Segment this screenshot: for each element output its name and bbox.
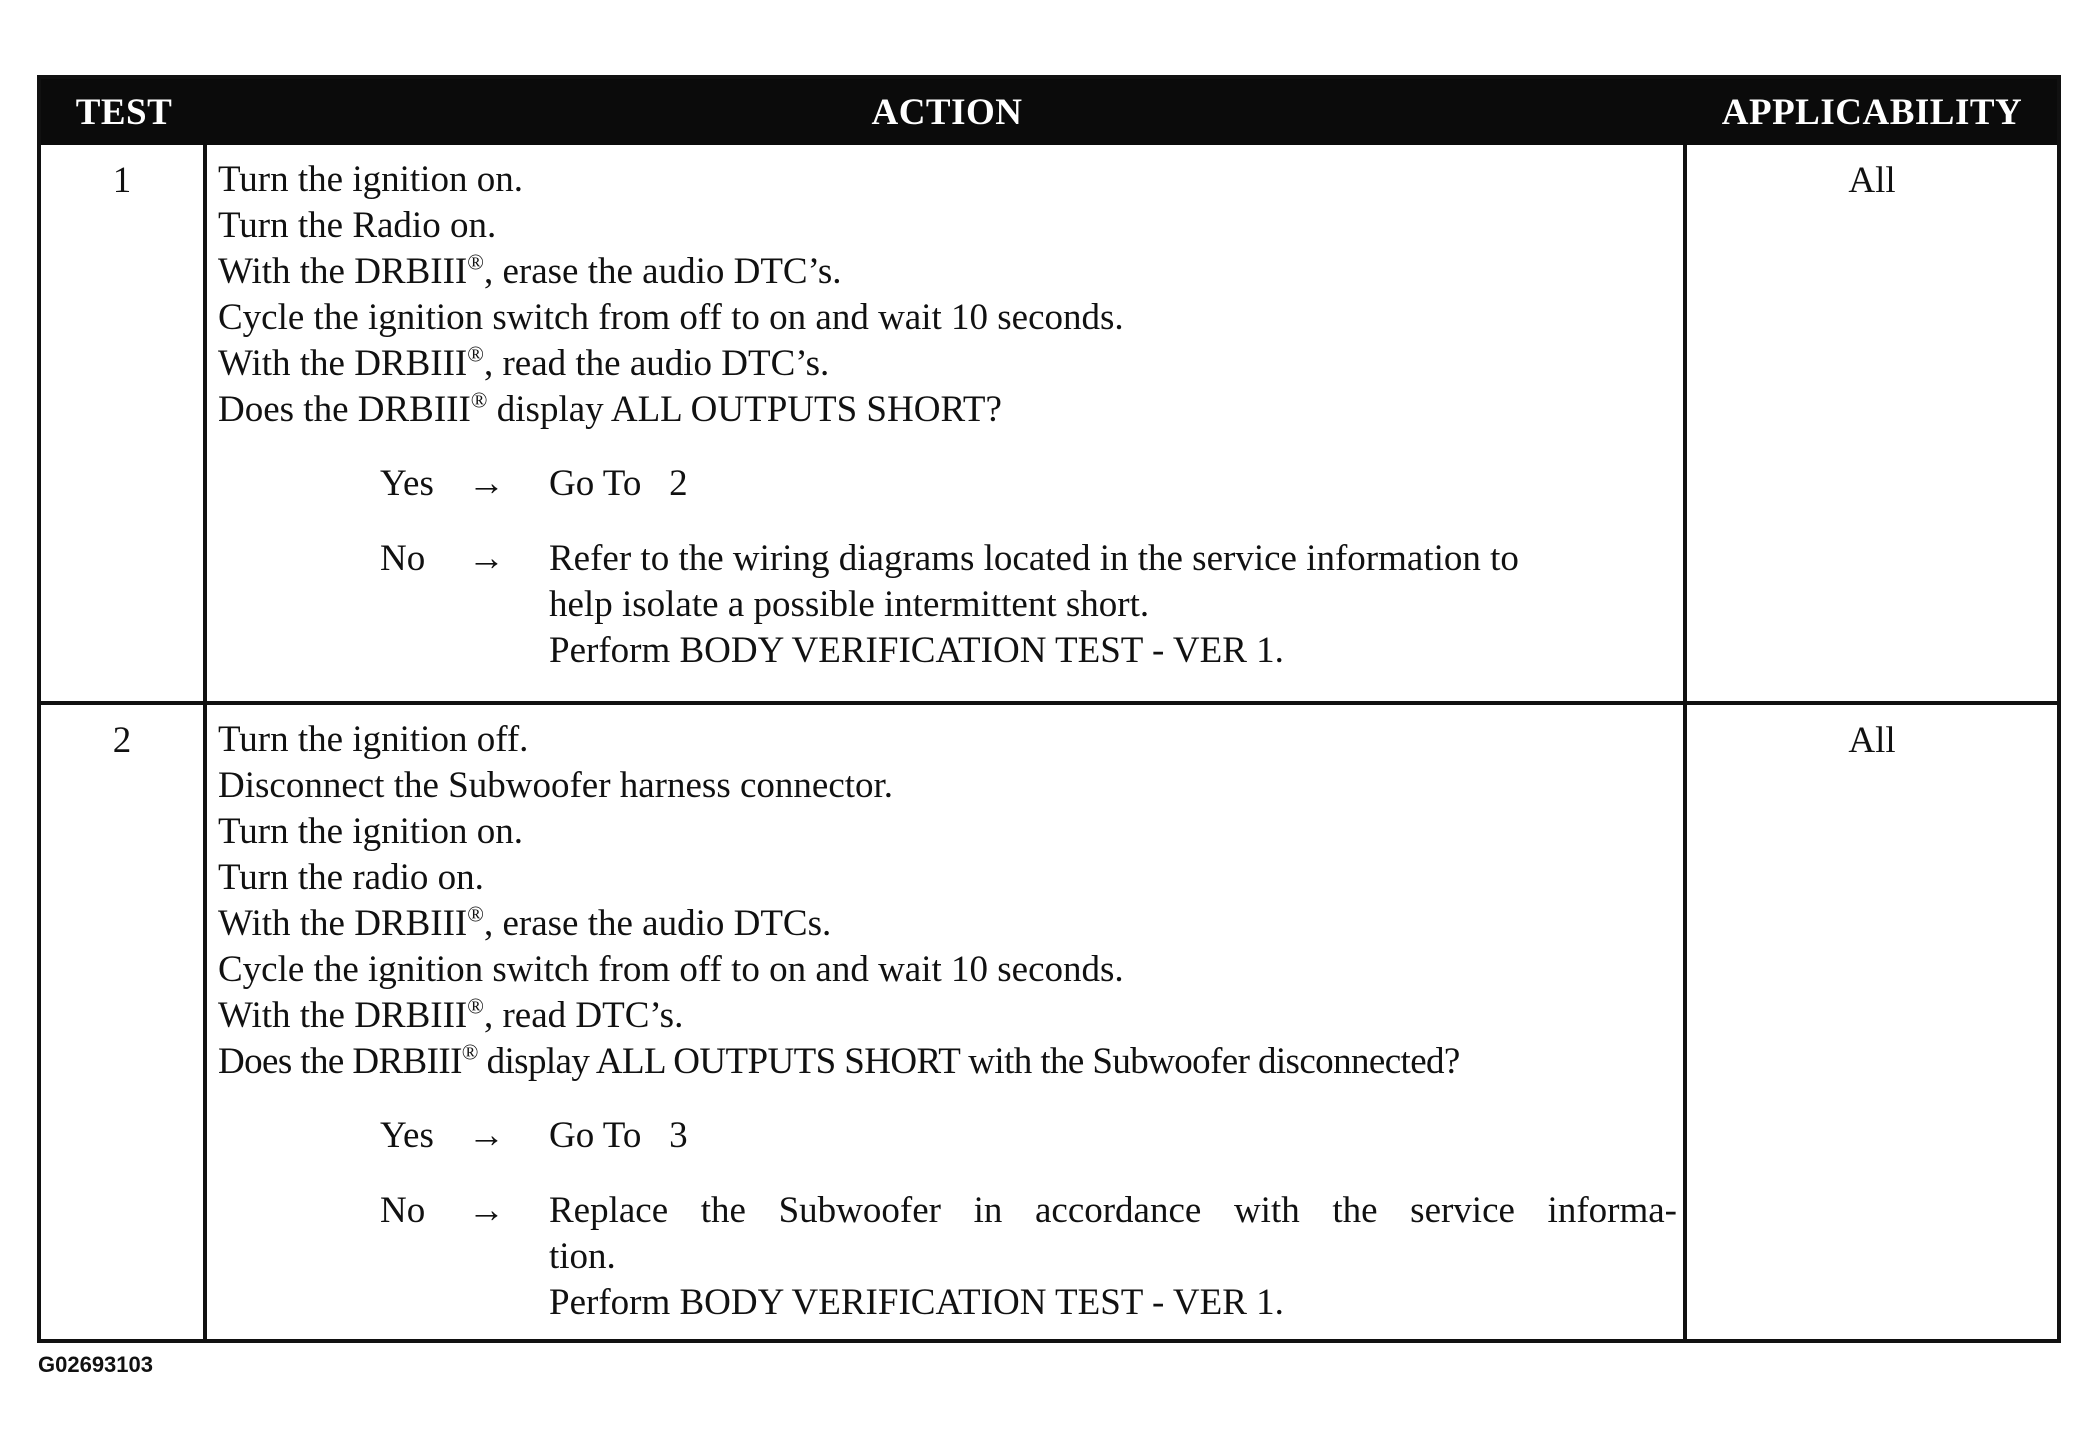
action-step: With the DRBIII®, erase the audio DTC’s. [218, 249, 842, 292]
no-outcome-line: Refer to the wiring diagrams located in the service information to [549, 538, 1519, 579]
action-step: Does the DRBIII® display ALL OUTPUTS SHORT? [218, 387, 1002, 430]
registered-mark: ® [467, 249, 484, 275]
test-number: 2 [41, 705, 207, 1339]
header-test: TEST [75, 91, 173, 133]
no-answer [380, 536, 1677, 674]
table-row [41, 145, 2057, 701]
action-step: Disconnect the Subwoofer harness connector. [218, 765, 894, 806]
no-label: No [380, 538, 426, 579]
action-step: With the DRBIII®, erase the audio DTCs. [218, 901, 832, 944]
action-cell [207, 145, 1687, 701]
no-outcome-line: help isolate a possible intermittent short. [549, 584, 1150, 625]
action-step: Turn the ignition on. [218, 811, 523, 852]
yes-answer [380, 1113, 1677, 1159]
yes-answer [380, 461, 1677, 507]
right-arrow-icon: → [468, 1190, 505, 1231]
answer-options [218, 1113, 1677, 1326]
action-step: Cycle the ignition switch from off to on and wait 10 seconds. [218, 297, 1124, 338]
action-step: Does the DRBIII® display ALL OUTPUTS SHORT with the Subwoofer disconnected? [218, 1039, 1460, 1082]
right-arrow-icon: → [468, 463, 505, 504]
header-action: ACTION [871, 91, 1023, 133]
no-outcome-line: Replace the Subwoofer in accordance with the service informa- [549, 1190, 1677, 1231]
no-answer [380, 1188, 1677, 1326]
yes-label: Yes [380, 1115, 434, 1156]
action-cell [207, 705, 1687, 1339]
no-outcome [549, 1188, 1677, 1326]
no-outcome-line: Perform BODY VERIFICATION TEST - VER 1. [549, 630, 1284, 671]
no-label: No [380, 1190, 426, 1231]
yes-label: Yes [380, 463, 434, 504]
action-step: Turn the radio on. [218, 857, 484, 898]
answer-options [218, 461, 1677, 674]
action-step: Cycle the ignition switch from off to on and wait 10 seconds. [218, 949, 1124, 990]
action-step: Turn the ignition off. [218, 719, 529, 760]
yes-outcome: Go To 2 [549, 463, 688, 504]
action-step: Turn the ignition on. [218, 159, 523, 200]
right-arrow-icon: → [468, 1115, 505, 1156]
no-outcome-line: Perform BODY VERIFICATION TEST - VER 1. [549, 1282, 1284, 1323]
applicability-value: All [1848, 720, 1896, 761]
action-step: With the DRBIII®, read the audio DTC’s. [218, 341, 830, 384]
no-outcome-line: tion. [549, 1236, 616, 1277]
right-arrow-icon: → [468, 538, 505, 579]
figure-code: G02693103 [38, 1352, 153, 1377]
applicability-value: All [1848, 160, 1896, 201]
header-applicability: APPLICABILITY [1721, 91, 2023, 133]
yes-outcome: Go To 3 [549, 1115, 688, 1156]
action-step: Turn the Radio on. [218, 205, 497, 246]
action-step: With the DRBIII®, read DTC’s. [218, 993, 684, 1036]
table-header [41, 79, 2057, 145]
table-row [41, 701, 2057, 1339]
diagnostic-test-table [37, 75, 2061, 1343]
registered-mark: ® [467, 901, 484, 927]
test-number: 1 [41, 145, 207, 701]
registered-mark: ® [467, 341, 484, 367]
registered-mark: ® [470, 387, 488, 413]
registered-mark: ® [461, 1039, 478, 1065]
no-outcome [549, 536, 1677, 674]
registered-mark: ® [467, 993, 484, 1019]
